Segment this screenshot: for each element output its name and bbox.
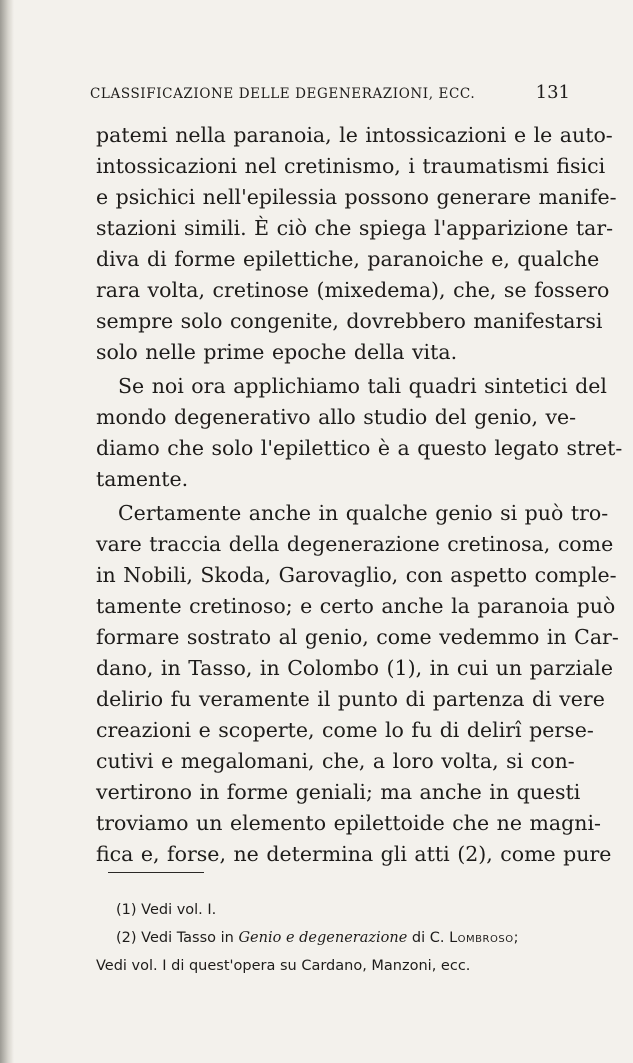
page-header: [90, 82, 570, 108]
text-line: solo nelle prime epoche della vita.: [96, 340, 458, 364]
text-line: tamente.: [96, 467, 189, 491]
text-line: stazioni simili. È ciò che spiega l'apparizione tar-: [96, 216, 614, 240]
text-line: in Nobili, Skoda, Garovaglio, con aspetto comple-: [96, 563, 617, 587]
footnote-2-suffix: ;: [513, 930, 519, 946]
text-line: troviamo un elemento epilettoide che ne magni-: [96, 811, 601, 835]
text-line: creazioni e scoperte, come lo fu di delirî perse-: [96, 718, 594, 742]
text-line: Certamente anche in qualche genio si può tro-: [118, 501, 609, 525]
text-line: rara volta, cretinose (mixedema), che, se fossero: [96, 278, 610, 302]
paragraph-1: [96, 120, 617, 368]
footnote-2-prefix: (2) Vedi Tasso in: [116, 930, 239, 946]
text-line: patemi nella paranoia, le intossicazioni e le auto-: [96, 123, 613, 147]
text-line: diamo che solo l'epilettico è a questo legato stret-: [96, 436, 623, 460]
footnote-1: (1) Vedi vol. I.: [116, 902, 217, 918]
text-line: intossicazioni nel cretinismo, i traumatismi fisici: [96, 154, 606, 178]
footnote-divider: [108, 872, 204, 873]
footnote-2-di: di C.: [407, 930, 450, 946]
text-line: formare sostrato al genio, come vedemmo in Car-: [96, 625, 619, 649]
footnote-2-continued: Vedi vol. I di quest'opera su Cardano, Manzoni, ecc.: [96, 958, 471, 974]
footnote-2-title: Genio e degenerazione: [238, 930, 408, 946]
paragraph-3: [96, 498, 619, 870]
text-line: tamente cretinoso; e certo anche la paranoia può: [96, 594, 616, 618]
text-line: vertirono in forme geniali; ma anche in questi: [96, 780, 581, 804]
text-line: diva di forme epilettiche, paranoiche e, qualche: [96, 247, 600, 271]
text-line: mondo degenerativo allo studio del genio, ve-: [96, 405, 577, 429]
footnote-2: [96, 924, 568, 952]
text-line: Se noi ora applichiamo tali quadri sintetici del: [118, 374, 607, 398]
text-line: vare traccia della degenerazione cretinosa, come: [96, 532, 614, 556]
text-line: fica e, forse, ne determina gli atti (2), come pure: [96, 842, 612, 866]
text-line: delirio fu veramente il punto di partenza di vere: [96, 687, 605, 711]
page-number: 131: [535, 82, 570, 103]
paragraph-2: [96, 371, 623, 495]
page-gutter-shadow: [0, 0, 14, 1063]
text-line: cutivi e megalomani, che, a loro volta, si con-: [96, 749, 575, 773]
running-title: CLASSIFICAZIONE DELLE DEGENERAZIONI, ECC.: [90, 86, 476, 102]
footnotes: [96, 896, 568, 980]
text-line: dano, in Tasso, in Colombo (1), in cui un parziale: [96, 656, 613, 680]
footnote-2-author: Lombroso: [449, 930, 514, 946]
body-text: [96, 120, 623, 870]
text-line: e psichici nell'epilessia possono generare manife-: [96, 185, 617, 209]
text-line: sempre solo congenite, dovrebbero manifestarsi: [96, 309, 603, 333]
